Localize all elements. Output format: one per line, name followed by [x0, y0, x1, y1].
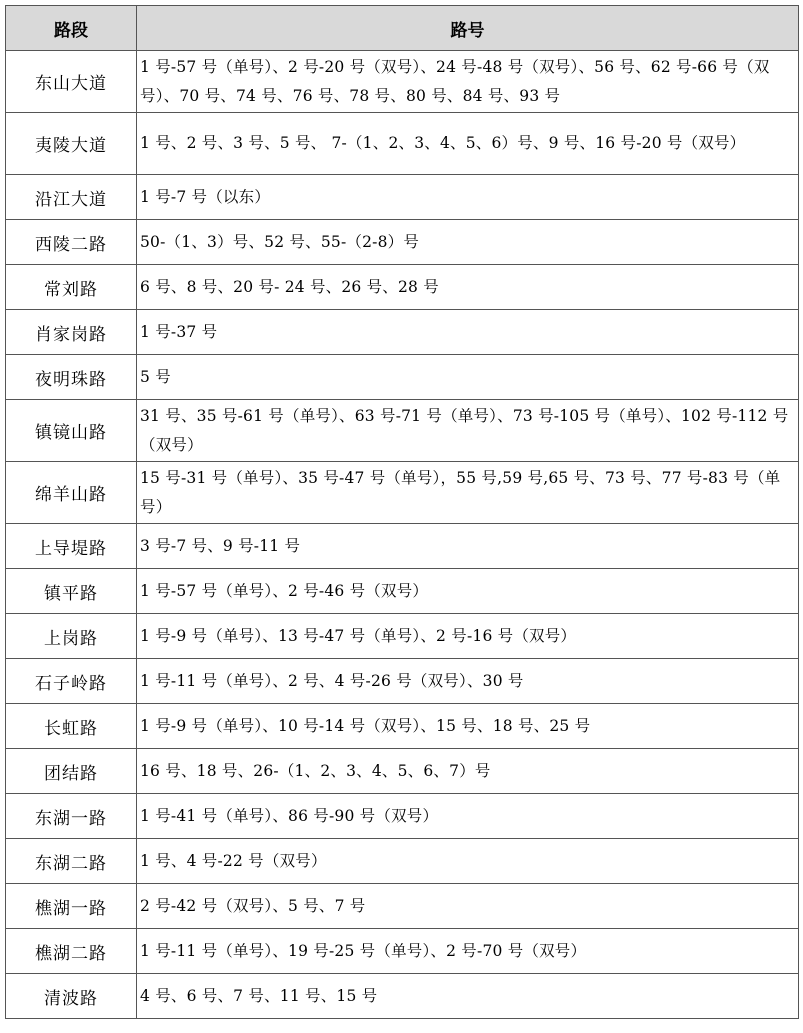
- road-segment-cell: 夷陵大道: [6, 113, 137, 175]
- road-segment-cell: 沿江大道: [6, 175, 137, 220]
- road-numbers-cell: 1 号-41 号（单号）、86 号-90 号（双号）: [137, 794, 799, 839]
- table-row: [6, 51, 799, 113]
- table-row: [6, 265, 799, 310]
- road-segment-cell: 团结路: [6, 749, 137, 794]
- road-numbers-cell: 16 号、18 号、26-（1、2、3、4、5、6、7）号: [137, 749, 799, 794]
- road-numbers-cell: 1 号-9 号（单号）、13 号-47 号（单号）、2 号-16 号（双号）: [137, 614, 799, 659]
- table-row: [6, 175, 799, 220]
- road-segment-cell: 绵羊山路: [6, 462, 137, 524]
- road-segment-cell: 樵湖一路: [6, 884, 137, 929]
- road-numbers-cell: 1 号、2 号、3 号、5 号、 7-（1、2、3、4、5、6）号、9 号、16 号-20 号（双号）: [137, 113, 799, 175]
- road-segment-cell: 石子岭路: [6, 659, 137, 704]
- table-row: [6, 462, 799, 524]
- road-numbers-cell: 1 号-9 号（单号）、10 号-14 号（双号）、15 号、18 号、25 号: [137, 704, 799, 749]
- table-row: [6, 974, 799, 1019]
- table-row: [6, 524, 799, 569]
- road-numbers-cell: 3 号-7 号、9 号-11 号: [137, 524, 799, 569]
- table-row: [6, 569, 799, 614]
- table-row: [6, 220, 799, 265]
- table-row: [6, 704, 799, 749]
- road-numbers-cell: 50-（1、3）号、52 号、55-（2-8）号: [137, 220, 799, 265]
- table-row: [6, 884, 799, 929]
- road-numbers-cell: 6 号、8 号、20 号- 24 号、26 号、28 号: [137, 265, 799, 310]
- table-row: [6, 113, 799, 175]
- road-numbers-cell: 4 号、6 号、7 号、11 号、15 号: [137, 974, 799, 1019]
- road-segment-cell: 清波路: [6, 974, 137, 1019]
- table-row: [6, 400, 799, 462]
- road-numbers-cell: 1 号-37 号: [137, 310, 799, 355]
- road-numbers-cell: 1 号-11 号（单号）、19 号-25 号（单号）、2 号-70 号（双号）: [137, 929, 799, 974]
- table-row: [6, 310, 799, 355]
- road-numbers-cell: 1 号-57 号（单号）、2 号-20 号（双号）、24 号-48 号（双号）、56 号、62 号-66 号（双号）、70 号、74 号、76 号、78 号、80 号、84 号、93 号: [137, 51, 799, 113]
- road-segment-cell: 东山大道: [6, 51, 137, 113]
- road-segment-cell: 肖家岗路: [6, 310, 137, 355]
- road-numbers-cell: 15 号-31 号（单号）、35 号-47 号（单号），55 号,59 号,65 号、73 号、77 号-83 号（单号）: [137, 462, 799, 524]
- table-row: [6, 355, 799, 400]
- table-row: [6, 749, 799, 794]
- table-row: [6, 659, 799, 704]
- table-row: [6, 839, 799, 884]
- road-numbers-cell: 5 号: [137, 355, 799, 400]
- road-numbers-cell: 1 号-11 号（单号）、2 号、4 号-26 号（双号）、30 号: [137, 659, 799, 704]
- road-segment-cell: 樵湖二路: [6, 929, 137, 974]
- table-row: [6, 794, 799, 839]
- table-row: [6, 929, 799, 974]
- road-segment-cell: 夜明珠路: [6, 355, 137, 400]
- road-numbers-cell: 1 号-7 号（以东）: [137, 175, 799, 220]
- road-segment-cell: 东湖一路: [6, 794, 137, 839]
- road-numbers-cell: 31 号、35 号-61 号（单号）、63 号-71 号（单号）、73 号-105 号（单号）、102 号-112 号（双号）: [137, 400, 799, 462]
- road-segment-cell: 镇平路: [6, 569, 137, 614]
- road-numbers-table: [5, 5, 799, 1019]
- road-segment-cell: 西陵二路: [6, 220, 137, 265]
- road-segment-cell: 常刘路: [6, 265, 137, 310]
- road-segment-cell: 上导堤路: [6, 524, 137, 569]
- road-segment-cell: 镇镜山路: [6, 400, 137, 462]
- table-header-row: [6, 6, 799, 51]
- road-numbers-cell: 1 号、4 号-22 号（双号）: [137, 839, 799, 884]
- road-segment-cell: 东湖二路: [6, 839, 137, 884]
- road-segment-cell: 长虹路: [6, 704, 137, 749]
- header-numbers: 路号: [137, 6, 799, 51]
- table-row: [6, 614, 799, 659]
- road-numbers-cell: 2 号-42 号（双号）、5 号、7 号: [137, 884, 799, 929]
- road-segment-cell: 上岗路: [6, 614, 137, 659]
- header-segment: 路段: [6, 6, 137, 51]
- road-numbers-cell: 1 号-57 号（单号）、2 号-46 号（双号）: [137, 569, 799, 614]
